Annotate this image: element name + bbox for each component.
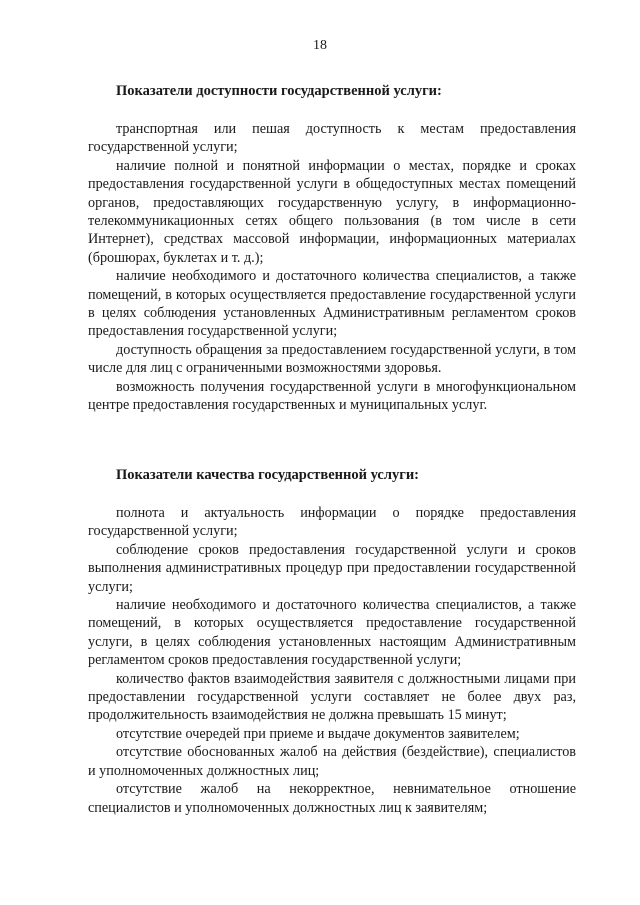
availability-paragraph: транспортная или пешая доступность к местам предоставления государственной услуги; [88, 121, 576, 156]
availability-paragraph: наличие необходимого и достаточного количества специалистов, а также помещений, в которых осуществляется предоставление государственной услуги в целях соблюдения установленных Административным регламентом сроков предоставления государственной услуги; [88, 268, 576, 340]
quality-paragraph: отсутствие обоснованных жалоб на действия (бездействие), специалистов и уполномоченных должностных лиц; [88, 744, 576, 779]
availability-paragraph: доступность обращения за предоставлением государственной услуги, в том числе для лиц с ограниченными возможностями здоровья. [88, 341, 576, 377]
quality-heading: Показатели качества государственной услуги: [116, 467, 420, 483]
quality-paragraph: соблюдение сроков предоставления государственной услуги и сроков выполнения административных процедур при предоставлении государственной услуги; [88, 541, 576, 595]
page-number: 18 [313, 38, 327, 53]
quality-section [88, 466, 576, 817]
quality-paragraph: наличие необходимого и достаточного количества специалистов, а также помещений, в которых осуществляется предоставление государственной услуги, в целях соблюдения установленных настоящим Административным регламентом сроков предоставления государственной услуги; [88, 597, 576, 669]
availability-paragraph: возможность получения государственной услуги в многофункциональном центре предоставления государственных и муниципальных услуг. [88, 378, 576, 414]
quality-paragraph: количество фактов взаимодействия заявителя с должностными лицами при предоставлении государственной услуги составляет не более двух раз, продолжительность взаимодействия не должна превышать 15 минут; [88, 670, 576, 724]
availability-section [88, 82, 576, 415]
quality-paragraph: полнота и актуальность информации о порядке предоставления государственной услуги; [88, 505, 576, 540]
quality-paragraph: отсутствие очередей при приеме и выдаче документов заявителем; [116, 725, 520, 742]
availability-heading: Показатели доступности государственной услуги: [116, 83, 442, 99]
availability-paragraph: наличие полной и понятной информации о местах, порядке и сроках предоставления государственной услуги в общедоступных местах помещений органов, предоставляющих государственную услугу, в информационно-телекоммуникационных сетях общего пользования (в том числе в сети Интернет), средствах массовой информации, информационных материалах (брошюрах, буклетах и т. д.); [88, 157, 576, 266]
quality-paragraph: отсутствие жалоб на некорректное, невнимательное отношение специалистов и уполномоченных должностных лиц к заявителям; [88, 781, 576, 816]
